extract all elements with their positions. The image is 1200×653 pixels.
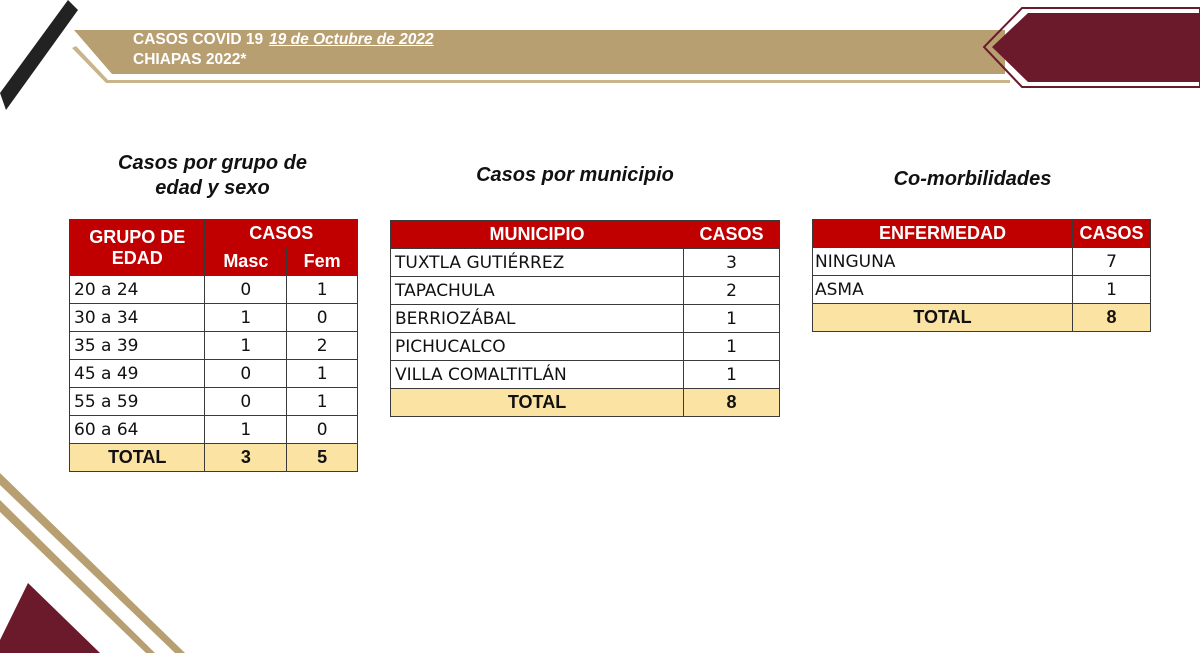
age-group-cell: 45 a 49	[70, 360, 205, 388]
age-group-header-line1: GRUPO DE	[89, 226, 186, 247]
age-group-cell: 35 a 39	[70, 332, 205, 360]
disease-name-cell: ASMA	[813, 276, 1073, 304]
municipality-name-cell: VILLA COMALTITLÁN	[391, 361, 684, 389]
disease-cases-cell: 7	[1073, 248, 1151, 276]
municipality-total-row	[391, 389, 780, 417]
masc-header: Masc	[205, 248, 287, 276]
header-title: CASOS COVID 19	[133, 31, 264, 48]
municipality-header-row	[391, 221, 780, 249]
masc-cell: 0	[205, 276, 287, 304]
age-cases-header: CASOS	[205, 220, 358, 248]
age-section-title-line2: edad y sexo	[155, 177, 270, 199]
age-sex-table	[69, 219, 358, 472]
disease-cases-cell: 1	[1073, 276, 1151, 304]
municipality-table	[390, 220, 780, 417]
municipality-cases-header: CASOS	[684, 221, 780, 249]
fem-cell: 2	[287, 332, 358, 360]
comorbidity-header-row	[813, 220, 1151, 248]
disease-name-cell: NINGUNA	[813, 248, 1073, 276]
top-left-diagonal-line	[0, 0, 78, 110]
municipality-section-title: Casos por municipio	[476, 164, 674, 186]
municipality-name-cell: TUXTLA GUTIÉRREZ	[391, 249, 684, 277]
header-date: 19 de Octubre de 2022	[269, 31, 434, 48]
comorbidity-total-cases: 8	[1073, 304, 1151, 332]
municipality-total-cases: 8	[684, 389, 780, 417]
table-row	[813, 276, 1151, 304]
municipality-name-cell: TAPACHULA	[391, 277, 684, 305]
disease-header: ENFERMEDAD	[813, 220, 1073, 248]
municipality-cases-cell: 2	[684, 277, 780, 305]
municipality-cases-cell: 1	[684, 361, 780, 389]
comorbidity-total-label: TOTAL	[813, 304, 1073, 332]
age-section-title	[85, 151, 340, 201]
fem-cell: 1	[287, 360, 358, 388]
age-group-cell: 60 a 64	[70, 416, 205, 444]
fem-cell: 1	[287, 388, 358, 416]
table-row	[391, 333, 780, 361]
municipality-name-cell: BERRIOZÁBAL	[391, 305, 684, 333]
table-row	[813, 248, 1151, 276]
header-subtitle: CHIAPAS 2022*	[133, 51, 247, 68]
masc-cell: 0	[205, 360, 287, 388]
municipality-cases-cell: 1	[684, 305, 780, 333]
municipality-cases-cell: 3	[684, 249, 780, 277]
table-row	[391, 277, 780, 305]
masc-cell: 1	[205, 332, 287, 360]
table-row	[70, 416, 358, 444]
table-row	[70, 360, 358, 388]
table-row	[70, 332, 358, 360]
fem-cell: 0	[287, 416, 358, 444]
table-row	[70, 304, 358, 332]
age-table-header-row-1	[70, 220, 358, 248]
comorbidity-cases-header: CASOS	[1073, 220, 1151, 248]
age-group-cell: 30 a 34	[70, 304, 205, 332]
comorbidity-table	[812, 219, 1151, 332]
age-total-fem: 5	[287, 444, 358, 472]
age-group-cell: 20 a 24	[70, 276, 205, 304]
age-group-cell: 55 a 59	[70, 388, 205, 416]
header-maroon-tab	[992, 13, 1200, 82]
age-section-title-line1: Casos por grupo de	[118, 152, 307, 174]
comorbidity-total-row	[813, 304, 1151, 332]
municipality-total-label: TOTAL	[391, 389, 684, 417]
table-row	[70, 388, 358, 416]
municipality-header: MUNICIPIO	[391, 221, 684, 249]
header-title-block	[133, 30, 434, 70]
table-row	[391, 249, 780, 277]
fem-cell: 0	[287, 304, 358, 332]
age-group-header-line2: EDAD	[111, 247, 163, 268]
municipality-cases-cell: 1	[684, 333, 780, 361]
age-group-header	[70, 220, 205, 276]
age-total-masc: 3	[205, 444, 287, 472]
fem-cell: 1	[287, 276, 358, 304]
age-total-row	[70, 444, 358, 472]
masc-cell: 1	[205, 304, 287, 332]
table-row	[391, 361, 780, 389]
table-row	[391, 305, 780, 333]
table-row	[70, 276, 358, 304]
comorbidity-section-title: Co-morbilidades	[893, 168, 1052, 190]
masc-cell: 0	[205, 388, 287, 416]
masc-cell: 1	[205, 416, 287, 444]
municipality-name-cell: PICHUCALCO	[391, 333, 684, 361]
age-total-label: TOTAL	[70, 444, 205, 472]
fem-header: Fem	[287, 248, 358, 276]
